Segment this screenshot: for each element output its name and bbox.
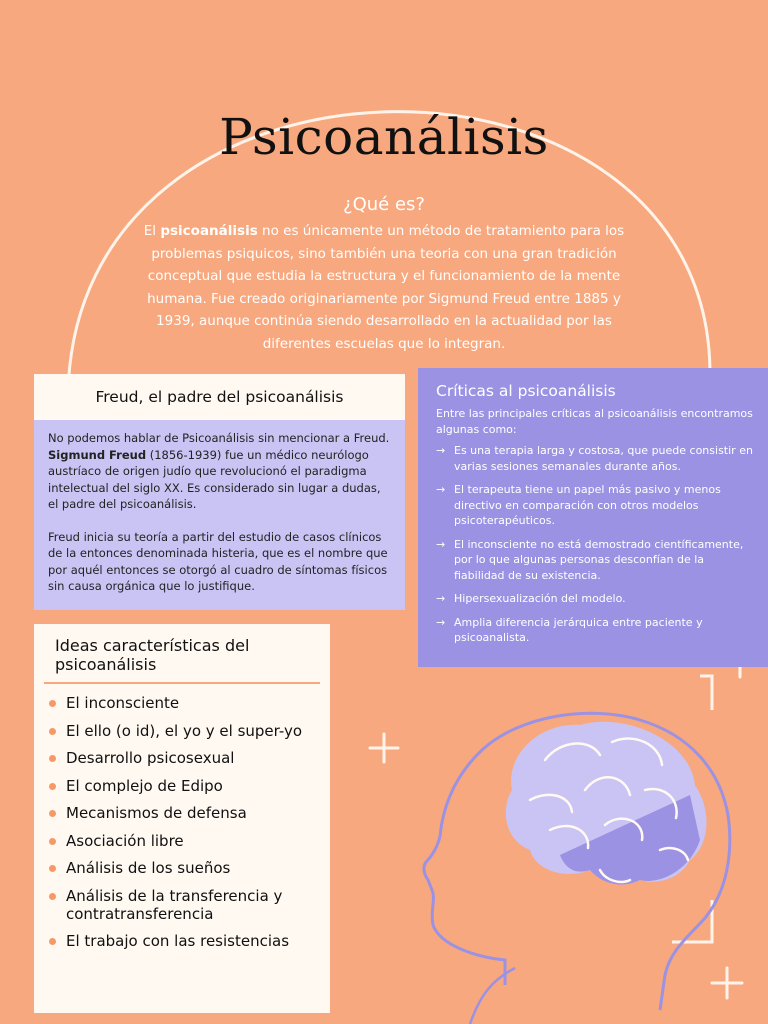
- intro-text: El: [143, 223, 161, 239]
- ideas-card: [34, 624, 330, 1013]
- bullet-icon: [49, 755, 56, 762]
- intro-bold: psicoanálisis: [160, 223, 258, 239]
- brain-icon: [506, 722, 707, 885]
- list-item: [436, 591, 758, 607]
- plus-icon: [370, 734, 398, 762]
- freud-card-body: [34, 420, 405, 610]
- bullet-icon: [49, 783, 56, 790]
- list-item-text: El trabajo con las resistencias: [66, 932, 290, 950]
- list-item-text: Amplia diferencia jerárquica entre paciente y psicoanalista.: [454, 615, 703, 644]
- section-subtitle: ¿Qué es?: [343, 194, 425, 215]
- arrow-icon: →: [436, 444, 446, 457]
- bracket-top: [700, 676, 712, 710]
- arrow-icon: →: [436, 592, 446, 605]
- list-item: [436, 537, 758, 584]
- bullet-icon: [49, 838, 56, 845]
- bracket-bottom: [672, 900, 712, 942]
- page-title: Psicoanálisis: [219, 108, 549, 166]
- criticism-intro: Entre las principales críticas al psicoanálisis encontramos algunas como:: [436, 407, 753, 436]
- list-item: [48, 887, 330, 923]
- list-item-text: Análisis de los sueños: [66, 859, 231, 877]
- arrow-icon: →: [436, 615, 446, 629]
- divider: [44, 682, 320, 684]
- ideas-list: [34, 694, 330, 950]
- intro-paragraph: [128, 220, 640, 355]
- list-item-text: Asociación libre: [66, 831, 184, 850]
- list-item: [48, 832, 330, 850]
- list-item: [48, 932, 330, 950]
- bullet-icon: [49, 938, 56, 945]
- list-item-text: El ello (o id), el yo y el super-yo: [66, 721, 303, 740]
- list-item: [436, 615, 758, 646]
- list-item-text: El complejo de Edipo: [66, 776, 223, 795]
- list-item-text: Desarrollo psicosexual: [66, 749, 235, 767]
- list-item-text: Mecanismos de defensa: [66, 804, 247, 822]
- list-item: [48, 859, 330, 877]
- ideas-title: Ideas características del psicoanálisis: [55, 636, 250, 674]
- list-item-text: Análisis de la transferencia y contratransferencia: [66, 886, 283, 923]
- list-item-text: El inconsciente: [66, 694, 180, 712]
- list-item: [48, 749, 330, 767]
- bullet-icon: [49, 810, 56, 817]
- bullet-icon: [49, 728, 56, 735]
- list-item-text: Es una terapia larga y costosa, que puede consistir en varias sesiones semanales durante años.: [454, 444, 753, 473]
- list-item-text: Hipersexualización del modelo.: [454, 592, 626, 605]
- plus-icon: [712, 968, 742, 998]
- bullet-icon: [49, 700, 56, 707]
- list-item: [436, 443, 758, 474]
- arrow-icon: →: [436, 483, 446, 496]
- bullet-icon: [49, 893, 56, 900]
- criticism-card: [418, 368, 768, 667]
- bullet-icon: [49, 865, 56, 872]
- list-item: [48, 722, 330, 740]
- intro-text: no es únicamente un método de tratamiento para los problemas psiquicos, sino también una teoria con una gran tradición conceptual que estudia la estructura y el funcionamiento de la mente humana. Fue creado originariamente por Sigmund Freud entre 1885 y 1939, aunque continúa siendo desarrollado en la actualidad por las diferentes escuelas que lo integran.: [147, 223, 625, 352]
- list-item-text: El inconsciente no está demostrado científicamente, por lo que algunas personas desconfían de la fiabilidad de su existencia.: [454, 537, 744, 582]
- arrow-icon: →: [436, 537, 446, 551]
- list-item: [48, 777, 330, 795]
- list-item: [48, 694, 330, 712]
- freud-bold: Sigmund Freud: [48, 447, 147, 462]
- freud-paragraph: Freud inicia su teoría a partir del estudio de casos clínicos de la entonces denominada histeria, que es el nombre que por aquél entonces se otorgó al cuadro de síntomas físicos sin causa orgánica que lo justifique.: [48, 529, 388, 593]
- list-item: [436, 482, 758, 529]
- freud-text: No podemos hablar de Psicoanálisis sin mencionar a Freud.: [48, 431, 390, 445]
- freud-card-title: Freud, el padre del psicoanálisis: [34, 374, 405, 420]
- list-item: [48, 804, 330, 822]
- freud-text: (1856-1939) fue un médico neurólogo austríaco de origen judío que revolucionó el paradigma intelectual del siglo XX. Es considerado sin lugar a dudas, el padre del psicoanálisis.: [48, 447, 381, 511]
- list-item-text: El terapeuta tiene un papel más pasivo y menos directivo en comparación con otros modelos psicoterapéuticos.: [454, 483, 721, 527]
- criticism-title: Críticas al psicoanálisis: [436, 382, 616, 400]
- freud-paragraph: [48, 430, 393, 513]
- criticism-list: [436, 443, 758, 646]
